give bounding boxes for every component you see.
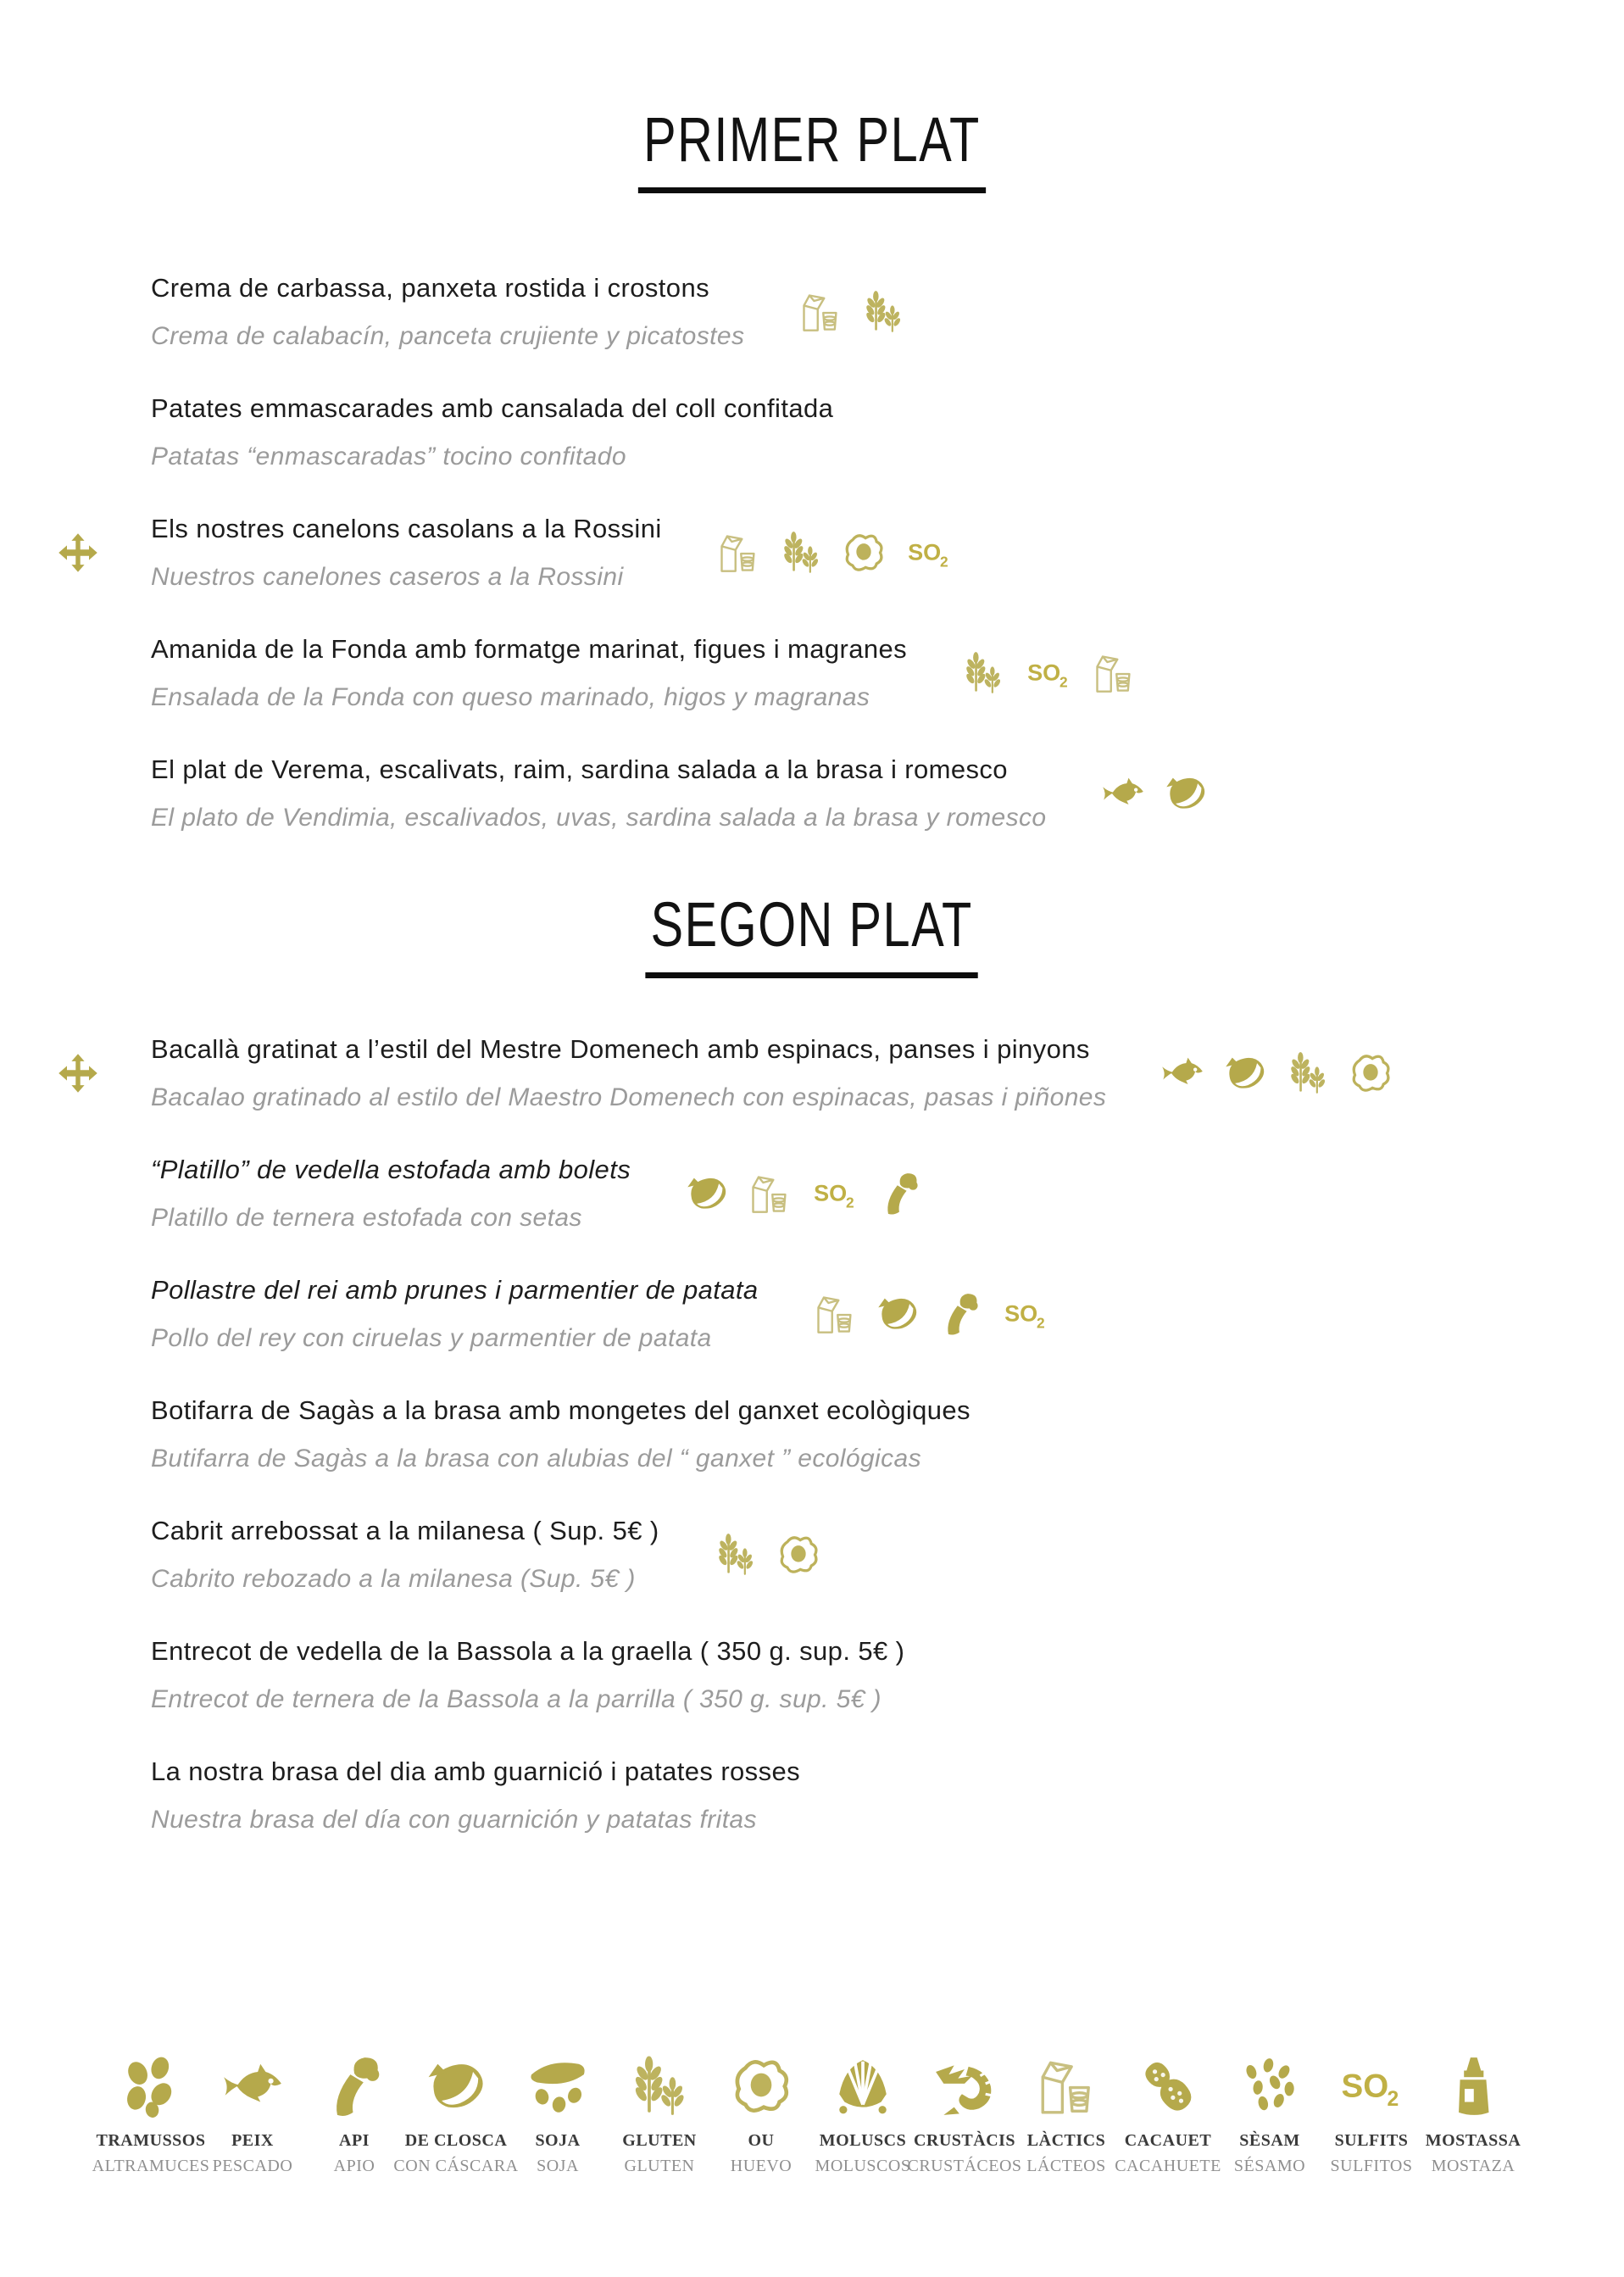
legend-label-spanish: GLUTEN — [624, 2157, 695, 2176]
dish-name-catalan: Entrecot de vedella de la Bassola a la graella ( 350 g. sup. 5€ ) — [151, 1636, 905, 1667]
dish-text — [151, 271, 744, 353]
legend-label-spanish: SULFITOS — [1330, 2157, 1413, 2176]
legend-item-gluten — [609, 2050, 710, 2176]
legend-label-catalan: SOJA — [535, 2131, 581, 2151]
legend-label-catalan: CACAUET — [1124, 2131, 1212, 2151]
dish-name-catalan: Els nostres canelons casolans a la Rossini — [151, 514, 662, 544]
menu-item-platillo-vedella — [151, 1153, 1590, 1234]
sulfits-icon — [1024, 651, 1073, 695]
sulfits-icon — [904, 531, 954, 575]
dish-name-spanish: Crema de calabacín, panceta crujiente y picatostes — [151, 322, 745, 351]
dish-text — [151, 753, 1047, 834]
legend-item-lactics — [1015, 2050, 1117, 2176]
segon-plat-list — [0, 1033, 1624, 1836]
api-icon — [323, 2055, 386, 2118]
lactics-icon — [1035, 2055, 1098, 2118]
api-icon — [938, 1292, 982, 1336]
peix-icon — [1101, 771, 1145, 816]
dish-name-spanish: Cabrito rebozado a la milanesa (Sup. 5€ ) — [151, 1565, 636, 1594]
dish-text — [151, 632, 907, 714]
legend-label-spanish: CON CÁSCARA — [393, 2157, 519, 2176]
legend-label-catalan: PEIX — [231, 2131, 274, 2151]
menu-item-amanida-fonda — [151, 632, 1590, 714]
moluscs-icon — [831, 2055, 894, 2118]
dish-name-spanish: El plato de Vendimia, escalivados, uvas, sardina salada a la brasa y romesco — [151, 804, 1047, 832]
dish-text — [151, 1634, 904, 1716]
legend-label-catalan: API — [339, 2131, 370, 2151]
peix-icon — [221, 2055, 284, 2118]
ou-icon — [730, 2055, 793, 2118]
legend-label-spanish: APIO — [333, 2157, 375, 2176]
primer-plat-header — [0, 103, 1624, 193]
sesam-icon — [1238, 2055, 1301, 2118]
legend-label-catalan: OU — [748, 2131, 775, 2151]
dish-name-catalan: “Platillo” de vedella estofada amb bolets — [151, 1155, 631, 1185]
de-closca-icon — [1164, 771, 1208, 816]
legend-label-catalan: SÈSAM — [1239, 2131, 1300, 2151]
legend-label-catalan: DE CLOSCA — [404, 2131, 508, 2151]
legend-item-moluscs — [812, 2050, 914, 2176]
allergen-icons — [1160, 1051, 1393, 1095]
allergen-icons — [798, 290, 905, 334]
legend-label-catalan: TRAMUSSOS — [96, 2131, 206, 2151]
legend-label-spanish: CACAHUETE — [1115, 2157, 1221, 2176]
dish-name-catalan: El plat de Verema, escalivats, raim, sardina salada a la brasa i romesco — [151, 754, 1008, 785]
dish-text — [151, 1273, 759, 1355]
gluten-icon — [961, 651, 1005, 695]
legend-label-catalan: MOLUSCS — [819, 2131, 907, 2151]
lactics-icon — [798, 290, 843, 334]
menu-item-crema-carbassa — [151, 271, 1590, 353]
dish-name-spanish: Pollo del rey con ciruelas y parmentier de patata — [151, 1324, 712, 1353]
legend-label-catalan: MOSTASSA — [1425, 2131, 1521, 2151]
allergen-icons — [685, 1172, 922, 1216]
gluten-icon — [779, 531, 823, 575]
dish-name-catalan: La nostra brasa del dia amb guarnició i patates rosses — [151, 1756, 801, 1787]
legend-label-catalan: GLUTEN — [622, 2131, 697, 2151]
dish-text — [151, 392, 833, 473]
sulfits-icon — [1340, 2055, 1403, 2118]
gluten-icon — [628, 2055, 691, 2118]
sulfits-icon — [810, 1172, 859, 1216]
legend-label-spanish: SÉSAMO — [1233, 2157, 1306, 2176]
gluten-icon — [861, 290, 905, 334]
segon-plat-header — [0, 888, 1624, 978]
allergen-icons — [961, 651, 1136, 695]
ou-icon — [842, 531, 886, 575]
legend-label-spanish: SOJA — [537, 2157, 579, 2176]
ou-icon — [776, 1533, 820, 1577]
move-cross-icon — [56, 1051, 100, 1095]
legend-label-catalan: CRUSTÀCIS — [913, 2131, 1016, 2151]
dish-text — [151, 1755, 800, 1836]
allergen-icons — [813, 1292, 1050, 1336]
legend-label-catalan: LÀCTICS — [1026, 2131, 1106, 2151]
dish-name-spanish: Ensalada de la Fonda con queso marinado, higos y magranas — [151, 683, 870, 712]
menu-item-canelons-rossini — [151, 512, 1590, 593]
de-closca-icon — [685, 1172, 729, 1216]
legend-label-spanish: MOSTAZA — [1431, 2157, 1516, 2176]
legend-label-spanish: ALTRAMUCES — [92, 2157, 210, 2176]
cacauet-icon — [1137, 2055, 1199, 2118]
lactics-icon — [813, 1292, 857, 1336]
legend-label-spanish: CRUSTÁCEOS — [907, 2157, 1022, 2176]
legend-item-sulfits — [1321, 2050, 1422, 2176]
lactics-icon — [1092, 651, 1136, 695]
dish-name-catalan: Pollastre del rei amb prunes i parmentier de patata — [151, 1275, 759, 1306]
menu-item-patates-emmascarades — [151, 392, 1590, 473]
de-closca-icon — [876, 1292, 920, 1336]
legend-label-spanish: MOLUSCOS — [815, 2157, 911, 2176]
dish-name-spanish: Butifarra de Sagàs a la brasa con alubias del “ ganxet ” ecológicas — [151, 1445, 921, 1473]
de-closca-icon — [425, 2055, 487, 2118]
legend-item-crustacis — [907, 2050, 1022, 2176]
dish-name-spanish: Nuestra brasa del día con guarnición y patatas fritas — [151, 1806, 757, 1834]
peix-icon — [1160, 1051, 1204, 1095]
legend-label-spanish: LÁCTEOS — [1026, 2157, 1106, 2176]
allergen-icons — [1101, 771, 1208, 816]
ou-icon — [1349, 1051, 1393, 1095]
dish-text — [151, 1033, 1106, 1114]
section-title-segon: SEGON PLAT — [646, 888, 979, 978]
api-icon — [878, 1172, 922, 1216]
lactics-icon — [748, 1172, 792, 1216]
gluten-icon — [714, 1533, 758, 1577]
menu-item-botifarra-sagas — [151, 1394, 1590, 1475]
legend-item-tramussos — [92, 2050, 210, 2176]
dish-name-catalan: Crema de carbassa, panxeta rostida i crostons — [151, 273, 709, 303]
dish-name-catalan: Amanida de la Fonda amb formatge marinat, figues i magranes — [151, 634, 908, 665]
menu-item-plat-verema — [151, 753, 1590, 834]
gluten-icon — [1286, 1051, 1330, 1095]
lactics-icon — [716, 531, 760, 575]
allergen-icons — [716, 531, 954, 575]
section-title-primer: PRIMER PLAT — [638, 103, 986, 193]
dish-text — [151, 1153, 631, 1234]
dish-name-spanish: Entrecot de ternera de la Bassola a la parrilla ( 350 g. sup. 5€ ) — [151, 1685, 882, 1714]
legend-item-de-closca — [393, 2050, 519, 2176]
allergen-icons — [714, 1533, 820, 1577]
legend-item-mostassa — [1422, 2050, 1524, 2176]
legend-item-ou — [710, 2050, 812, 2176]
tramussos-icon — [120, 2055, 182, 2118]
dish-name-catalan: Botifarra de Sagàs a la brasa amb mongetes del ganxet ecològiques — [151, 1395, 971, 1426]
menu-item-pollastre-rei — [151, 1273, 1590, 1355]
primer-plat-list — [0, 271, 1624, 834]
move-cross-icon — [56, 531, 100, 575]
dish-name-spanish: Nuestros canelones caseros a la Rossini — [151, 563, 624, 592]
dish-text — [151, 1514, 659, 1595]
legend-item-api — [303, 2050, 405, 2176]
dish-name-spanish: Bacalao gratinado al estilo del Maestro Domenech con espinacas, pasas i piñones — [151, 1083, 1107, 1112]
legend-label-catalan: SULFITS — [1334, 2131, 1409, 2151]
dish-text — [151, 512, 662, 593]
menu-item-entrecot-bassola — [151, 1634, 1590, 1716]
mostassa-icon — [1442, 2055, 1504, 2118]
dish-name-catalan: Cabrit arrebossat a la milanesa ( Sup. 5€ ) — [151, 1516, 659, 1546]
legend-item-soja — [507, 2050, 609, 2176]
sulfits-icon — [1001, 1292, 1050, 1336]
de-closca-icon — [1223, 1051, 1267, 1095]
dish-name-catalan: Bacallà gratinat a l’estil del Mestre Domenech amb espinacs, panses i pinyons — [151, 1034, 1090, 1065]
legend-label-spanish: PESCADO — [212, 2157, 293, 2176]
dish-text — [151, 1394, 971, 1475]
legend-item-peix — [202, 2050, 303, 2176]
legend-item-cacauet — [1117, 2050, 1219, 2176]
menu-item-cabrit-milanesa — [151, 1514, 1590, 1595]
legend-item-sesam — [1219, 2050, 1321, 2176]
menu-item-bacalla-gratinat — [151, 1033, 1590, 1114]
dish-name-spanish: Patatas “enmascaradas” tocino confitado — [151, 443, 626, 471]
allergen-legend — [0, 2050, 1624, 2176]
dish-name-spanish: Platillo de ternera estofada con setas — [151, 1204, 582, 1233]
legend-label-spanish: HUEVO — [730, 2157, 793, 2176]
dish-name-catalan: Patates emmascarades amb cansalada del coll confitada — [151, 393, 834, 424]
crustacis-icon — [933, 2055, 996, 2118]
menu-item-brasa-del-dia — [151, 1755, 1590, 1836]
soja-icon — [526, 2055, 589, 2118]
